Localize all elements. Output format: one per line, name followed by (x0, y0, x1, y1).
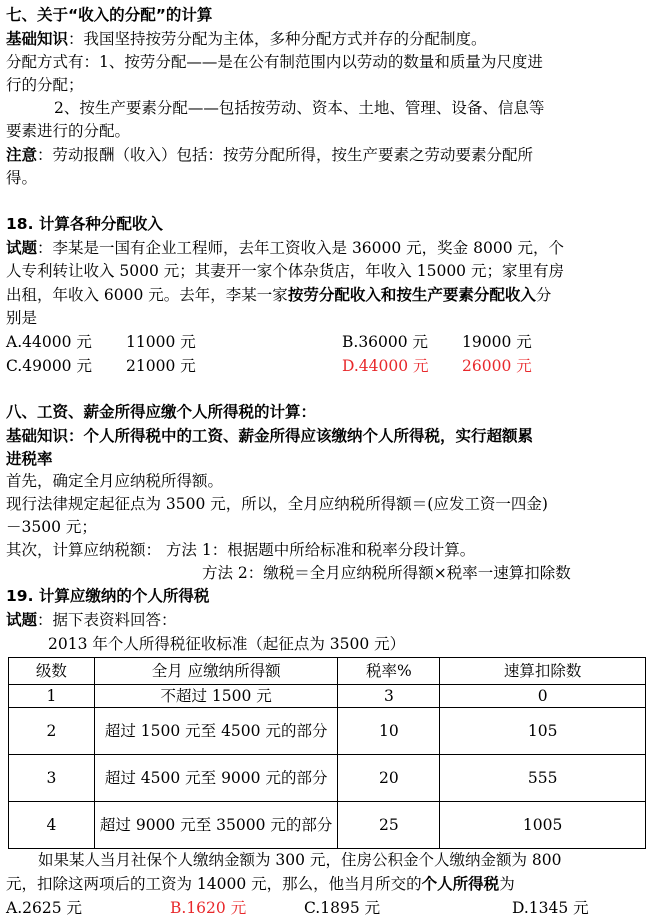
section8-basic-1 (6, 424, 654, 447)
table-header-row (9, 658, 646, 685)
q19-stem-1: 如果某人当月社保个人缴纳金额为 300 元，住房公积金个人缴纳金额为 800 (38, 851, 562, 869)
q18-text-1: ：李某是一国有企业工程师，去年工资收入是 36000 元，奖金 8000 元，个 (37, 239, 564, 257)
q19-stem-2b: 个人所得税 (421, 874, 500, 893)
q19-intro-text: ：据下表资料回答： (37, 611, 177, 629)
q19-label: 试题 (6, 610, 38, 629)
q18-heading: 18. 计算各种分配收入 (6, 215, 163, 233)
table-row (9, 755, 646, 802)
q18-option-a-value: 11000 元 (126, 333, 196, 351)
table-cell: 25 (338, 802, 440, 849)
table-cell: 1005 (440, 802, 646, 849)
q18-options-row-1 (6, 330, 654, 354)
q18-label: 试题 (6, 238, 38, 257)
q18-option-d-value: 26000 元 (462, 357, 532, 375)
q18-line-1 (6, 236, 654, 260)
table-header: 全月 应缴纳所得额 (94, 658, 338, 685)
q18-line-3 (6, 283, 654, 307)
q19-option-a[interactable]: A.2625 元 (6, 899, 82, 917)
table-cell: 20 (338, 755, 440, 802)
table-header: 税率% (338, 658, 440, 685)
q18-text-3a: 出租，年收入 6000 元。去年，李某一家 (6, 286, 288, 304)
q18-line-4: 别是 (6, 309, 38, 327)
table-header: 级数 (9, 658, 95, 685)
table-cell: 超过 4500 元至 9000 元的部分 (94, 755, 338, 802)
section8-law-2: －3500 元； (6, 518, 97, 536)
section8-basic-label: 基础知识： (6, 426, 84, 445)
table-cell: 0 (440, 685, 646, 708)
section8-heading: 八、工资、薪金所得应缴个人所得税的计算： (6, 403, 317, 421)
section8-basic-2: 进税率 (6, 449, 53, 468)
q18-option-b-value: 19000 元 (462, 333, 532, 351)
table-cell: 超过 9000 元至 35000 元的部分 (94, 802, 338, 849)
q18-line-2: 人专利转让收入 5000 元；其妻开一家个体杂货店，年收入 15000 元；家里有房 (6, 262, 564, 280)
table-cell: 10 (338, 708, 440, 755)
section8-method2: 方法 2：缴税＝全月应纳税所得额×税率一速算扣除数 (202, 564, 571, 582)
section7-heading: 七、关于“收入的分配”的计算 (6, 6, 213, 24)
methods-line-3: 2、按生产要素分配——包括按劳动、资本、土地、管理、设备、信息等 (54, 99, 545, 117)
q19-intro (6, 608, 654, 632)
table-cell: 3 (9, 755, 95, 802)
table-row (9, 802, 646, 849)
table-cell: 105 (440, 708, 646, 755)
q18-option-d[interactable]: D.44000 元 (342, 357, 429, 375)
q18-option-c[interactable]: C.49000 元 (6, 357, 92, 375)
table-cell: 超过 1500 元至 4500 元的部分 (94, 708, 338, 755)
table-cell: 4 (9, 802, 95, 849)
table-cell: 1 (9, 685, 95, 708)
basic-label: 基础知识 (6, 29, 69, 48)
document-page (6, 4, 654, 920)
q19-stem-2 (6, 872, 654, 896)
table-caption: 2013 年个人所得税征收标准（起征点为 3500 元） (48, 635, 406, 653)
note-text: ：劳动报酬（收入）包括：按劳分配所得，按生产要素之劳动要素分配所 (37, 146, 534, 164)
section7-basic (6, 27, 654, 51)
basic-text: ：我国坚持按劳分配为主体，多种分配方式并存的分配制度。 (68, 30, 487, 48)
q19-option-c[interactable]: C.1895 元 (304, 899, 381, 917)
table-row (9, 708, 646, 755)
q18-option-b[interactable]: B.36000 元 (342, 333, 429, 351)
q19-options (6, 896, 654, 920)
q18-options-row-2 (6, 354, 654, 378)
section8-second: 其次，计算应纳税额： 方法 1：根据题中所给标准和税率分段计算。 (6, 541, 476, 559)
q19-stem-2c: 为 (499, 875, 515, 893)
table-row (9, 685, 646, 708)
q19-stem-2a: 元，扣除这两项后的工资为 14000 元，那么，他当月所交的 (6, 875, 422, 893)
q18-text-3c: 分 (535, 286, 552, 304)
q19-option-b[interactable]: B.1620 元 (170, 899, 247, 917)
table-cell: 555 (440, 755, 646, 802)
section8-basic-text: 个人所得税中的工资、薪金所得应该缴纳个人所得税，实行超额累 (83, 426, 534, 445)
q19-option-d[interactable]: D.1345 元 (512, 899, 589, 917)
section8-law-1: 现行法律规定起征点为 3500 元，所以，全月应纳税所得额＝(应发工资一四金) (6, 495, 548, 513)
note-line-1 (6, 143, 654, 167)
table-cell: 3 (338, 685, 440, 708)
q18-option-a[interactable]: A.44000 元 (6, 333, 92, 351)
methods-line-1: 分配方式有：1、按劳分配——是在公有制范围内以劳动的数量和质量为尺度进 (6, 53, 543, 71)
q18-option-c-value: 21000 元 (126, 357, 196, 375)
table-cell: 2 (9, 708, 95, 755)
methods-line-4: 要素进行的分配。 (6, 122, 131, 140)
q19-heading: 19. 计算应缴纳的个人所得税 (6, 587, 210, 605)
note-label: 注意 (6, 145, 38, 164)
q18-text-3b: 按劳分配收入和按生产要素分配收入 (287, 285, 536, 304)
note-line-2: 得。 (6, 169, 38, 187)
table-header: 速算扣除数 (440, 658, 646, 685)
methods-line-2: 行的分配； (6, 76, 84, 94)
table-cell: 不超过 1500 元 (94, 685, 338, 708)
section8-first: 首先，确定全月应纳税所得额。 (6, 472, 224, 490)
tax-table (8, 657, 646, 849)
